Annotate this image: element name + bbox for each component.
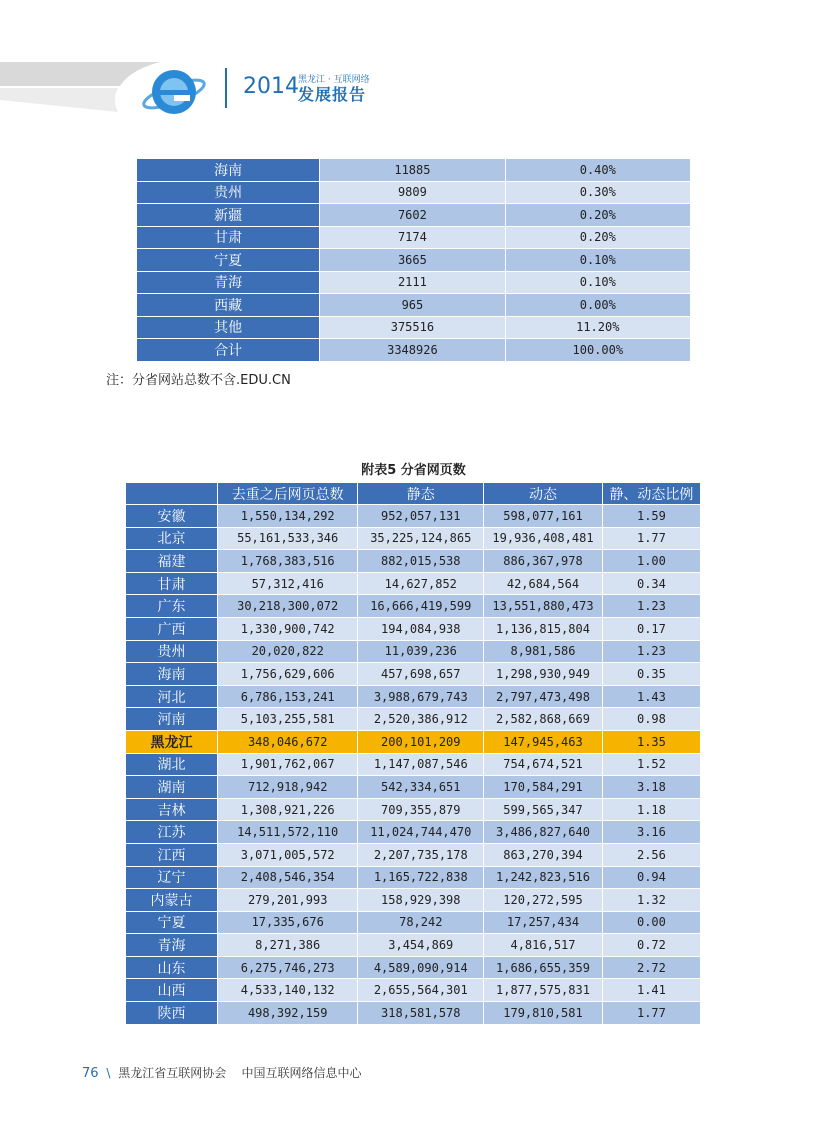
cell-province: 福建 (126, 550, 218, 573)
table-row (137, 181, 691, 204)
cell-dynamic: 17,257,434 (484, 911, 603, 934)
header-cell-total: 去重之后网页总数 (217, 483, 357, 505)
header-divider (225, 68, 227, 108)
cell-ratio: 0.94 (602, 866, 700, 889)
table-row (126, 753, 701, 776)
table-row (137, 226, 691, 249)
cell-static: 2,207,735,178 (358, 843, 484, 866)
cell-total: 6,275,746,273 (217, 956, 357, 979)
cell-ratio: 1.00 (602, 550, 700, 573)
table-row (126, 843, 701, 866)
footer-separator: \ (106, 1066, 111, 1080)
cell-ratio: 0.17 (602, 617, 700, 640)
cell-percent: 0.10% (505, 249, 690, 272)
table-caption: 附表5 分省网页数 (361, 463, 466, 478)
cell-total: 6,786,153,241 (217, 685, 357, 708)
footer-org-2: 中国互联网络信息中心 (241, 1066, 362, 1080)
cell-total: 1,330,900,742 (217, 617, 357, 640)
cell-percent: 0.00% (505, 294, 690, 317)
cell-ratio: 0.72 (602, 934, 700, 957)
table-row (126, 956, 701, 979)
cell-ratio: 1.52 (602, 753, 700, 776)
cell-static: 882,015,538 (358, 550, 484, 573)
cell-dynamic: 4,816,517 (484, 934, 603, 957)
cell-province: 湖北 (126, 753, 218, 776)
cell-total: 8,271,386 (217, 934, 357, 957)
cell-province: 陕西 (126, 1002, 218, 1025)
cell-province: 宁夏 (126, 911, 218, 934)
cell-dynamic: 13,551,880,473 (484, 595, 603, 618)
table-header-row (126, 483, 701, 505)
cell-count: 2111 (320, 271, 505, 294)
header-cell-ratio: 静、动态比例 (602, 483, 700, 505)
cell-count: 9809 (320, 181, 505, 204)
cell-total: 30,218,300,072 (217, 595, 357, 618)
table-row (126, 979, 701, 1002)
table-row (126, 708, 701, 731)
cell-province: 甘肃 (137, 226, 320, 249)
table-row (137, 271, 691, 294)
table-row (126, 617, 701, 640)
cell-total: 1,308,921,226 (217, 798, 357, 821)
cell-static: 2,520,386,912 (358, 708, 484, 731)
cell-count: 7174 (320, 226, 505, 249)
cell-ratio: 1.43 (602, 685, 700, 708)
cell-province: 新疆 (137, 204, 320, 227)
cell-static: 16,666,419,599 (358, 595, 484, 618)
table-row (126, 776, 701, 799)
cell-static: 78,242 (358, 911, 484, 934)
cell-province: 广东 (126, 595, 218, 618)
cell-province: 青海 (126, 934, 218, 957)
table-row (137, 294, 691, 317)
cell-province: 内蒙古 (126, 889, 218, 912)
cell-total: 3,071,005,572 (217, 843, 357, 866)
cell-province: 安徽 (126, 505, 218, 528)
cell-total: 55,161,533,346 (217, 527, 357, 550)
cell-dynamic: 886,367,978 (484, 550, 603, 573)
table-row (126, 934, 701, 957)
cell-ratio: 0.98 (602, 708, 700, 731)
cell-percent: 0.20% (505, 204, 690, 227)
cell-total: 498,392,159 (217, 1002, 357, 1025)
province-webpages-table (125, 482, 701, 1025)
cell-dynamic: 1,136,815,804 (484, 617, 603, 640)
cell-province: 河北 (126, 685, 218, 708)
table-row (137, 249, 691, 272)
cell-ratio: 1.35 (602, 730, 700, 753)
cell-ratio: 2.56 (602, 843, 700, 866)
table-row (126, 550, 701, 573)
table-row (126, 527, 701, 550)
cell-province: 吉林 (126, 798, 218, 821)
header-cell-province (126, 483, 218, 505)
table-row (137, 159, 691, 182)
cell-ratio: 1.41 (602, 979, 700, 1002)
cell-percent: 100.00% (505, 339, 690, 362)
cell-province: 山东 (126, 956, 218, 979)
cell-total: 14,511,572,110 (217, 821, 357, 844)
cell-province: 山西 (126, 979, 218, 1002)
cell-dynamic: 1,242,823,516 (484, 866, 603, 889)
cell-ratio: 1.77 (602, 527, 700, 550)
table-row (126, 572, 701, 595)
cell-static: 14,627,852 (358, 572, 484, 595)
header-title: 发展报告 (298, 85, 367, 104)
cell-total: 17,335,676 (217, 911, 357, 934)
page-footer (82, 1064, 362, 1081)
cell-ratio: 1.59 (602, 505, 700, 528)
cell-static: 3,454,869 (358, 934, 484, 957)
cell-static: 4,589,090,914 (358, 956, 484, 979)
cell-ratio: 2.72 (602, 956, 700, 979)
table-row (126, 1002, 701, 1025)
cell-dynamic: 1,686,655,359 (484, 956, 603, 979)
ie-logo-icon (140, 62, 210, 122)
cell-dynamic: 2,582,868,669 (484, 708, 603, 731)
cell-total: 348,046,672 (217, 730, 357, 753)
cell-static: 11,024,744,470 (358, 821, 484, 844)
cell-dynamic: 3,486,827,640 (484, 821, 603, 844)
cell-province: 其他 (137, 316, 320, 339)
cell-count: 3348926 (320, 339, 505, 362)
cell-percent: 0.40% (505, 159, 690, 182)
cell-province: 海南 (137, 159, 320, 182)
cell-province: 湖南 (126, 776, 218, 799)
table-row (126, 821, 701, 844)
cell-total: 1,768,383,516 (217, 550, 357, 573)
header-cell-static: 静态 (358, 483, 484, 505)
cell-total: 279,201,993 (217, 889, 357, 912)
cell-total: 1,901,762,067 (217, 753, 357, 776)
cell-province: 西藏 (137, 294, 320, 317)
cell-ratio: 0.34 (602, 572, 700, 595)
cell-province: 贵州 (137, 181, 320, 204)
cell-province: 贵州 (126, 640, 218, 663)
table-row (126, 505, 701, 528)
cell-static: 709,355,879 (358, 798, 484, 821)
cell-ratio: 1.18 (602, 798, 700, 821)
table-note: 注：分省网站总数不含.EDU.CN (106, 373, 291, 388)
cell-total: 4,533,140,132 (217, 979, 357, 1002)
cell-static: 3,988,679,743 (358, 685, 484, 708)
cell-ratio: 1.23 (602, 595, 700, 618)
cell-total: 57,312,416 (217, 572, 357, 595)
cell-dynamic: 120,272,595 (484, 889, 603, 912)
cell-static: 457,698,657 (358, 663, 484, 686)
cell-ratio: 1.23 (602, 640, 700, 663)
cell-count: 3665 (320, 249, 505, 272)
cell-total: 20,020,822 (217, 640, 357, 663)
cell-static: 318,581,578 (358, 1002, 484, 1025)
cell-static: 542,334,651 (358, 776, 484, 799)
cell-dynamic: 2,797,473,498 (484, 685, 603, 708)
cell-ratio: 1.77 (602, 1002, 700, 1025)
cell-dynamic: 179,810,581 (484, 1002, 603, 1025)
cell-dynamic: 598,077,161 (484, 505, 603, 528)
cell-dynamic: 170,584,291 (484, 776, 603, 799)
cell-dynamic: 754,674,521 (484, 753, 603, 776)
page-number: 76 (82, 1066, 99, 1081)
cell-count: 375516 (320, 316, 505, 339)
table-row-highlighted (126, 730, 701, 753)
table-row (126, 640, 701, 663)
table-row (126, 889, 701, 912)
cell-province: 江苏 (126, 821, 218, 844)
cell-province: 海南 (126, 663, 218, 686)
cell-count: 965 (320, 294, 505, 317)
table-row (126, 595, 701, 618)
cell-dynamic: 863,270,394 (484, 843, 603, 866)
cell-dynamic: 8,981,586 (484, 640, 603, 663)
province-websites-table (136, 158, 691, 362)
cell-ratio: 3.16 (602, 821, 700, 844)
cell-static: 1,165,722,838 (358, 866, 484, 889)
header-year: 2014 (243, 74, 299, 99)
cell-province: 黑龙江 (126, 730, 218, 753)
cell-province: 河南 (126, 708, 218, 731)
cell-static: 1,147,087,546 (358, 753, 484, 776)
cell-total: 1,550,134,292 (217, 505, 357, 528)
cell-count: 11885 (320, 159, 505, 182)
table-row (126, 866, 701, 889)
cell-ratio: 3.18 (602, 776, 700, 799)
cell-province: 甘肃 (126, 572, 218, 595)
cell-static: 2,655,564,301 (358, 979, 484, 1002)
cell-static: 952,057,131 (358, 505, 484, 528)
table-row (137, 204, 691, 227)
table-row (126, 663, 701, 686)
cell-percent: 11.20% (505, 316, 690, 339)
cell-dynamic: 599,565,347 (484, 798, 603, 821)
table-row (126, 685, 701, 708)
cell-count: 7602 (320, 204, 505, 227)
table-row (126, 911, 701, 934)
cell-static: 200,101,209 (358, 730, 484, 753)
cell-dynamic: 42,684,564 (484, 572, 603, 595)
cell-static: 158,929,398 (358, 889, 484, 912)
footer-org-1: 黑龙江省互联网协会 (118, 1066, 227, 1080)
header-cell-dynamic: 动态 (484, 483, 603, 505)
cell-province: 宁夏 (137, 249, 320, 272)
cell-static: 194,084,938 (358, 617, 484, 640)
cell-percent: 0.10% (505, 271, 690, 294)
cell-percent: 0.30% (505, 181, 690, 204)
table-row (137, 339, 691, 362)
cell-province: 合计 (137, 339, 320, 362)
cell-dynamic: 1,877,575,831 (484, 979, 603, 1002)
cell-dynamic: 1,298,930,949 (484, 663, 603, 686)
cell-percent: 0.20% (505, 226, 690, 249)
cell-total: 712,918,942 (217, 776, 357, 799)
cell-province: 江西 (126, 843, 218, 866)
cell-province: 青海 (137, 271, 320, 294)
cell-ratio: 1.32 (602, 889, 700, 912)
cell-province: 辽宁 (126, 866, 218, 889)
cell-total: 5,103,255,581 (217, 708, 357, 731)
cell-total: 2,408,546,354 (217, 866, 357, 889)
header-subtitle: 黑龙江 · 互联网络 (298, 75, 370, 85)
cell-dynamic: 19,936,408,481 (484, 527, 603, 550)
cell-ratio: 0.35 (602, 663, 700, 686)
cell-static: 35,225,124,865 (358, 527, 484, 550)
cell-province: 广西 (126, 617, 218, 640)
cell-total: 1,756,629,606 (217, 663, 357, 686)
cell-static: 11,039,236 (358, 640, 484, 663)
table-row (137, 316, 691, 339)
cell-dynamic: 147,945,463 (484, 730, 603, 753)
cell-province: 北京 (126, 527, 218, 550)
cell-ratio: 0.00 (602, 911, 700, 934)
table-row (126, 798, 701, 821)
